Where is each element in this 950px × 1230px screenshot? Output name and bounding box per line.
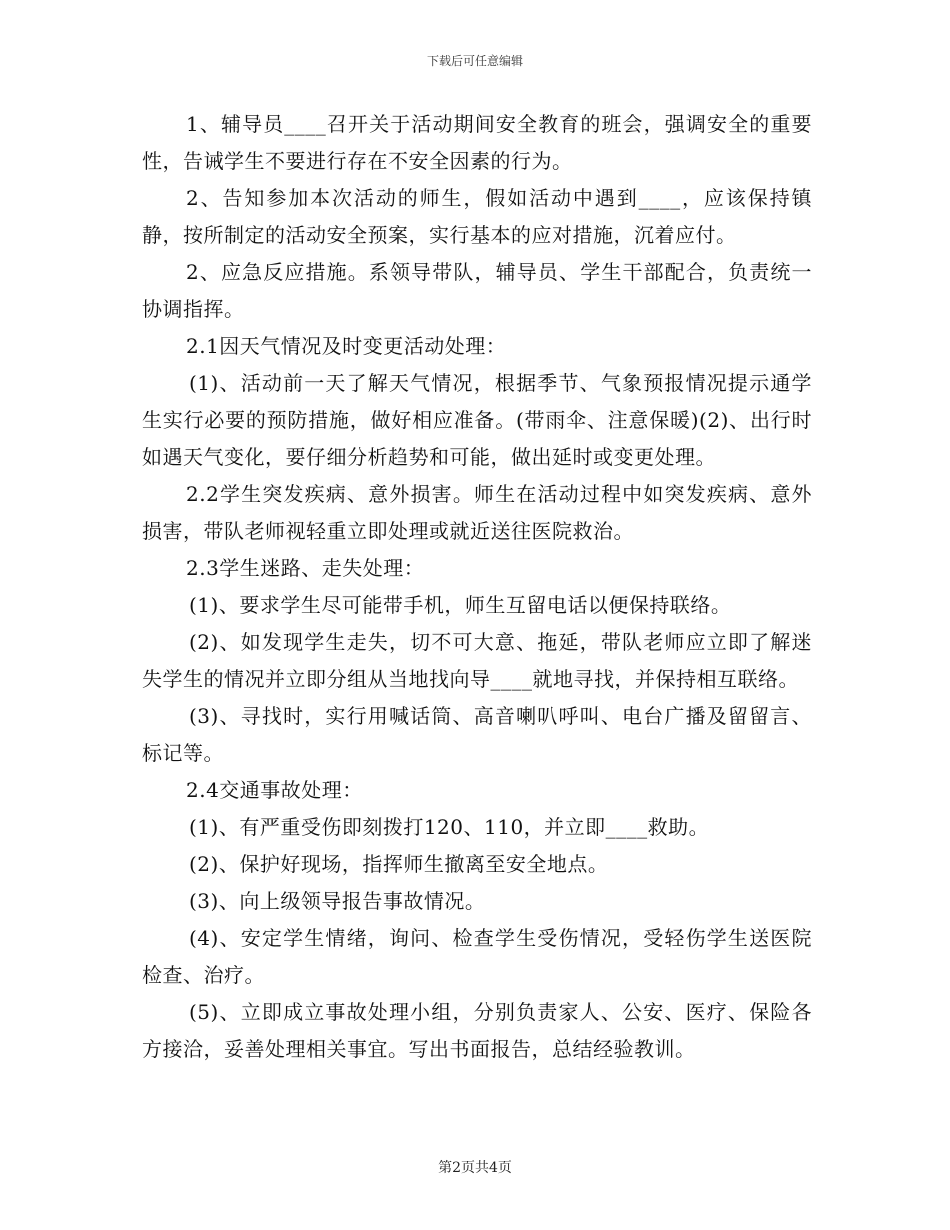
- paragraph-weather-1: (1)、活动前一天了解天气情况，根据季节、气象预报情况提示通学生实行必要的预防措施，做好相应准备。(带雨伞、注意保暖)(2)、出行时如遇天气变化，要仔细分析趋势和可能，做出延时或变更处理。: [142, 371, 812, 469]
- paragraph-traffic-1: (1)、有严重受伤即刻拨打120、110，并立即____救助。: [189, 815, 710, 839]
- paragraph-traffic-5: (5)、立即成立事故处理小组，分别负责家人、公安、医疗、保险各方接洽，妥善处理相关事宜。写出书面报告，总结经验教训。: [142, 1000, 812, 1061]
- paragraph-traffic-4: (4)、安定学生情绪，询问、检查学生受伤情况，受轻伤学生送医院检查、治疗。: [142, 926, 812, 987]
- paragraph-illness: 2.2学生突发疾病、意外损害。师生在活动过程中如突发疾病、意外损害，带队老师视轻重立即处理或就近送往医院救治。: [142, 482, 812, 543]
- paragraph-2: 2、告知参加本次活动的师生，假如活动中遇到____，应该保持镇静，按所制定的活动安全预案，实行基本的应对措施，沉着应付。: [142, 186, 812, 247]
- document-body: [142, 106, 812, 1068]
- paragraph-lost-3: (3)、寻找时，实行用喊话筒、高音喇叭呼叫、电台广播及留留言、标记等。: [142, 704, 812, 765]
- page-footer: 第2页共4页: [438, 1160, 512, 1176]
- paragraph-3: 2、应急反应措施。系领导带队，辅导员、学生干部配合，负责统一协调指挥。: [142, 260, 812, 321]
- paragraph-lost-1: (1)、要求学生尽可能带手机，师生互留电话以便保持联络。: [189, 593, 732, 617]
- paragraph-traffic-2: (2)、保护好现场，指挥师生撤离至安全地点。: [189, 852, 609, 876]
- paragraph-lost-2: (2)、如发现学生走失，切不可大意、拖延，带队老师应立即了解迷失学生的情况并立即分组从当地找向导____就地寻找，并保持相互联络。: [142, 630, 812, 691]
- section-heading-2-3: 2.3学生迷路、走失处理：: [186, 556, 425, 580]
- section-heading-2-4: 2.4交通事故处理：: [186, 778, 363, 802]
- page-header: 下载后可任意编辑: [426, 54, 523, 68]
- paragraph-traffic-3: (3)、向上级领导报告事故情况。: [189, 889, 486, 913]
- paragraph-1: 1、辅导员____召开关于活动期间安全教育的班会，强调安全的重要性，告诫学生不要进行存在不安全因素的行为。: [142, 112, 812, 173]
- section-heading-2-1: 2.1因天气情况及时变更活动处理：: [186, 334, 507, 358]
